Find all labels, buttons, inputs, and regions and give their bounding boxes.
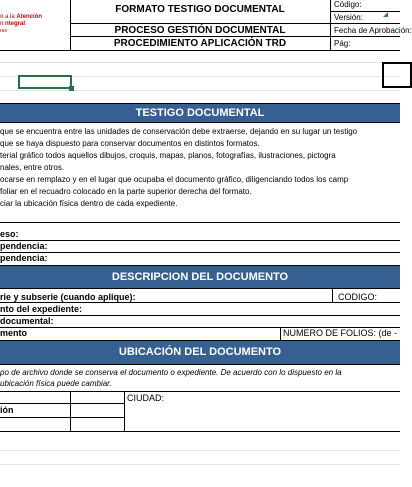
instruction-line: nales, entre otros.: [0, 163, 65, 172]
ubicacion-note-line: ubicación física puede cambiar.: [0, 379, 112, 388]
instruction-line: ocarse en remplazo y en el lugar que ocupaba el documento gráfico, diligenciando todos los camp: [0, 175, 349, 184]
codigo-label: Código:: [334, 0, 362, 9]
field-serie[interactable]: rie y subserie (cuando aplique):: [0, 292, 136, 302]
version-label: Versión:: [334, 13, 363, 22]
logo-line2: n ntegral: [0, 21, 26, 27]
field-codigo[interactable]: CODIGO:: [338, 292, 378, 302]
field-dependencia[interactable]: pendencia:: [0, 241, 48, 251]
field-documental[interactable]: documental:: [0, 316, 54, 326]
process-title: PROCESO GESTIÓN DOCUMENTAL: [114, 25, 286, 36]
logo-line3: ras: [0, 28, 7, 34]
field-ubicacion[interactable]: ión: [0, 405, 14, 415]
field-documento[interactable]: mento: [0, 328, 27, 338]
instruction-line: terial gráfico todos aquellos dibujos, croquis, mapas, planos, fotografías, ilustraciones, pictogra: [0, 151, 336, 160]
field-proceso[interactable]: eso:: [0, 229, 19, 239]
logo-line1: o a la Atención: [0, 14, 43, 20]
fecha-label: Fecha de Aprobación:: [334, 26, 412, 35]
section-descripcion-title: DESCRIPCION DEL DOCUMENTO: [0, 265, 400, 289]
section-testigo-title: TESTIGO DOCUMENTAL: [0, 103, 400, 123]
pag-label: Pág:: [334, 39, 351, 48]
field-folios[interactable]: NUMERO DE FOLIOS: (de -: [283, 328, 398, 338]
logo: [0, 0, 70, 48]
instruction-line: que se haya dispuesto para conservar documentos en distintos formatos.: [0, 139, 260, 148]
section-ubicacion-title: UBICACIÓN DEL DOCUMENTO: [0, 340, 400, 365]
instruction-line: foliar en el recuadro colocado en la parte superior derecha del formato.: [0, 187, 252, 196]
instruction-line: que se encuentra entre las unidades de conservación debe extraerse, dejando en su lugar un testigo: [0, 127, 358, 136]
field-expediente[interactable]: nto del expediente:: [0, 304, 83, 314]
selected-cell[interactable]: [18, 75, 72, 89]
field-ciudad[interactable]: CIUDAD:: [127, 393, 165, 403]
instruction-line: ciar la ubicación física dentro de cada expediente.: [0, 199, 178, 208]
fill-handle[interactable]: [69, 86, 74, 91]
ubicacion-note-line: po de archivo donde se conserva el documento o expediente. De acuerdo con lo dispuesto en la: [0, 368, 342, 377]
format-title: FORMATO TESTIGO DOCUMENTAL: [115, 4, 285, 15]
corner-mark-icon: [383, 12, 388, 17]
procedure-title: PROCEDIMIENTO APLICACIÓN TRD: [113, 38, 287, 49]
folio-box[interactable]: [382, 62, 412, 88]
field-subdependencia[interactable]: pendencia:: [0, 253, 48, 263]
